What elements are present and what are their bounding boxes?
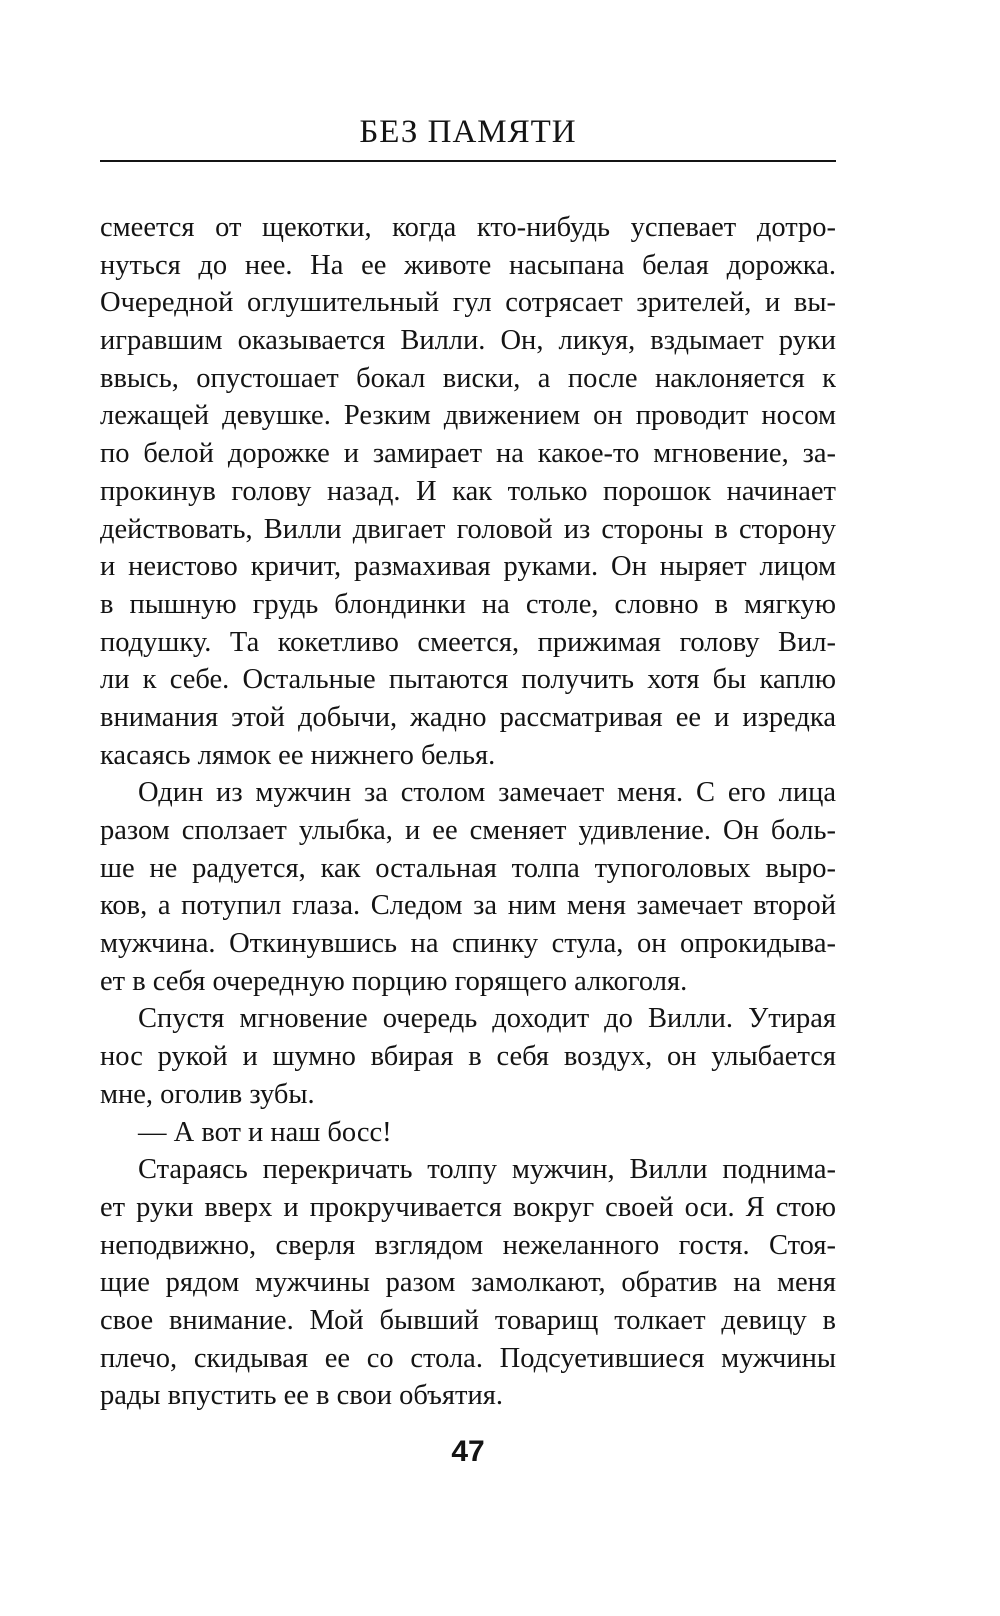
text-line: разом сползает улыбка, и ее сменяет удивление. Он боль- — [100, 815, 836, 846]
text-line: действовать, Вилли двигает головой из стороны в сторону — [100, 513, 836, 545]
text-line: плечо, скидывая ее со стола. Подсуетившиеся мужчины — [100, 1342, 836, 1374]
paragraph — [100, 1000, 836, 1113]
text-line: нос рукой и шумно вбирая в себя воздух, он улыбается — [100, 1041, 836, 1073]
text-line: игравшим оказывается Вилли. Он, ликуя, вздымает руки — [100, 325, 836, 357]
text-line: по белой дорожке и замирает на какое-то мгновение, за- — [100, 438, 836, 470]
text-line: свое внимание. Мой бывший товарищ толкает девицу в — [100, 1304, 836, 1336]
text-line: ет в себя очередную порцию горящего алкоголя. — [100, 965, 688, 997]
text-line: касаясь лямок ее нижнего белья. — [100, 739, 496, 771]
text-line: внимания этой добычи, жадно рассматривая ее и изредка — [100, 701, 836, 733]
text-line: лежащей девушке. Резким движением он проводит носом — [100, 400, 836, 432]
text-line: смеется от щекотки, когда кто-нибудь успевает дотро- — [100, 212, 836, 243]
text-line: подушку. Та кокетливо смеется, прижимая голову Вил- — [100, 626, 836, 658]
text-line: Один из мужчин за столом замечает меня. С его лица — [138, 777, 836, 809]
text-line: ше не радуется, как остальная толпа тупоголовых выро- — [100, 852, 836, 884]
paragraph — [100, 774, 836, 1000]
text-line: мужчина. Откинувшись на спинку стула, он опрокидыва- — [100, 928, 836, 960]
text-line: ков, а потупил глаза. Следом за ним меня замечает второй — [100, 890, 836, 922]
text-line: нуться до нее. На ее животе насыпана белая дорожка. — [100, 249, 836, 281]
text-line: Спустя мгновение очередь доходит до Вилли. Утирая — [138, 1003, 836, 1035]
text-line: рады впустить ее в свои объятия. — [100, 1380, 503, 1412]
text-line: в пышную грудь блондинки на столе, словно в мягкую — [100, 588, 836, 620]
text-line: Стараясь перекричать толпу мужчин, Вилли поднима- — [138, 1154, 836, 1186]
text-line: Очередной оглушительный гул сотрясает зрителей, и вы- — [100, 287, 836, 319]
paragraph — [100, 1114, 836, 1152]
text-line: щие рядом мужчины разом замолкают, обратив на меня — [100, 1267, 836, 1299]
running-head: БЕЗ ПАМЯТИ — [359, 114, 577, 150]
text-line: ввысь, опустошает бокал виски, а после наклоняется к — [100, 362, 836, 394]
paragraph — [100, 209, 836, 774]
text-line: неподвижно, сверля взглядом нежеланного гостя. Стоя- — [100, 1229, 836, 1261]
page-number: 47 — [451, 1435, 485, 1468]
text-line: мне, оголив зубы. — [100, 1078, 315, 1110]
text-line: прокинув голову назад. И как только порошок начинает — [100, 475, 836, 507]
header-rule — [100, 160, 836, 162]
text-line: ли к себе. Остальные пытаются получить хотя бы каплю — [100, 664, 836, 696]
text-line: и неистово кричит, размахивая руками. Он ныряет лицом — [100, 551, 836, 583]
text-line: — А вот и наш босс! — [138, 1116, 392, 1148]
text-line: ет руки вверх и прокручивается вокруг своей оси. Я стою — [100, 1191, 836, 1223]
text-body — [100, 209, 836, 1415]
paragraph — [100, 1151, 836, 1415]
